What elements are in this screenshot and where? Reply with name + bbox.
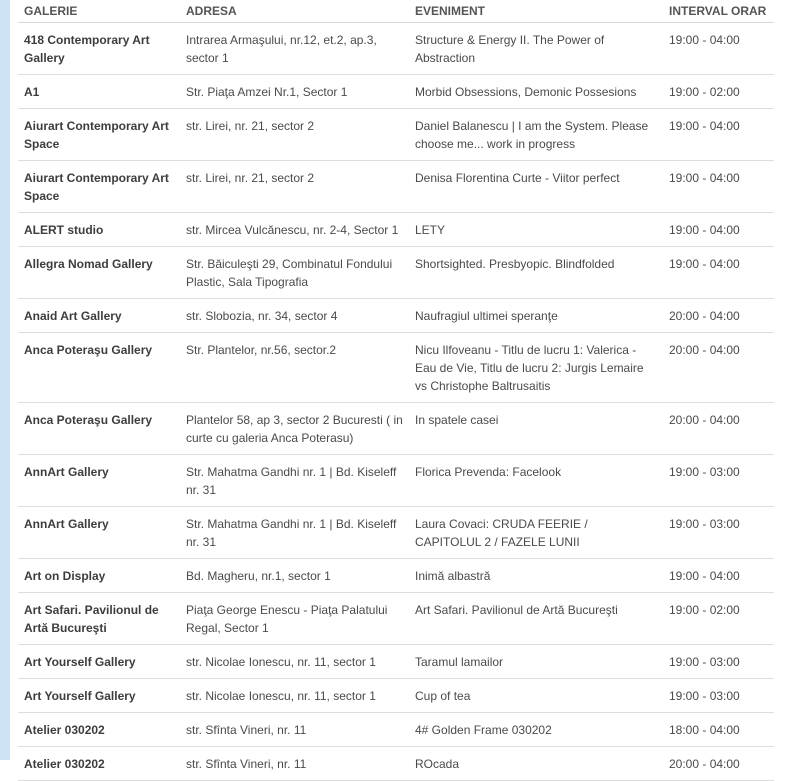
address-cell: Piaţa George Enescu - Piaţa Palatului Regal, Sector 1 <box>180 593 409 645</box>
table-header <box>18 0 774 23</box>
address-cell: Str. Mahatma Gandhi nr. 1 | Bd. Kiseleff nr. 31 <box>180 455 409 507</box>
table-row <box>18 403 774 455</box>
time-interval-cell: 19:00 - 04:00 <box>663 109 774 161</box>
column-header-interval[interactable]: INTERVAL ORAR <box>663 0 774 23</box>
table-row <box>18 455 774 507</box>
event-cell: 4# Golden Frame 030202 <box>409 713 663 747</box>
table-row <box>18 559 774 593</box>
gallery-cell: Anca Poteraşu Gallery <box>18 333 180 403</box>
event-cell: ROcada <box>409 747 663 781</box>
gallery-cell: AnnArt Gallery <box>18 507 180 559</box>
gallery-cell: Aiurart Contemporary Art Space <box>18 161 180 213</box>
events-table-container <box>18 0 774 781</box>
gallery-cell: A1 <box>18 75 180 109</box>
time-interval-cell: 18:00 - 04:00 <box>663 713 774 747</box>
time-interval-cell: 19:00 - 04:00 <box>663 559 774 593</box>
event-cell: In spatele casei <box>409 403 663 455</box>
time-interval-cell: 19:00 - 03:00 <box>663 645 774 679</box>
event-cell: Cup of tea <box>409 679 663 713</box>
address-cell: str. Nicolae Ionescu, nr. 11, sector 1 <box>180 679 409 713</box>
column-header-galerie[interactable]: GALERIE <box>18 0 180 23</box>
event-cell: Shortsighted. Presbyopic. Blindfolded <box>409 247 663 299</box>
event-cell: Morbid Obsessions, Demonic Possesions <box>409 75 663 109</box>
address-cell: Str. Plantelor, nr.56, sector.2 <box>180 333 409 403</box>
time-interval-cell: 19:00 - 04:00 <box>663 23 774 75</box>
address-cell: str. Sfînta Vineri, nr. 11 <box>180 713 409 747</box>
time-interval-cell: 20:00 - 04:00 <box>663 747 774 781</box>
time-interval-cell: 19:00 - 04:00 <box>663 247 774 299</box>
gallery-cell: Anca Poteraşu Gallery <box>18 403 180 455</box>
address-cell: str. Slobozia, nr. 34, sector 4 <box>180 299 409 333</box>
table-row <box>18 507 774 559</box>
time-interval-cell: 19:00 - 02:00 <box>663 75 774 109</box>
time-interval-cell: 19:00 - 03:00 <box>663 679 774 713</box>
gallery-cell: Art Safari. Pavilionul de Artă Bucureşti <box>18 593 180 645</box>
address-cell: str. Lirei, nr. 21, sector 2 <box>180 161 409 213</box>
column-header-eveniment[interactable]: EVENIMENT <box>409 0 663 23</box>
address-cell: Plantelor 58, ap 3, sector 2 Bucuresti ( in curte cu galeria Anca Poterasu) <box>180 403 409 455</box>
event-cell: Nicu Ilfoveanu - Titlu de lucru 1: Valerica - Eau de Vie, Titlu de lucru 2: Jurgis Lemaire vs Christophe Baltrusaitis <box>409 333 663 403</box>
time-interval-cell: 19:00 - 04:00 <box>663 213 774 247</box>
gallery-cell: Art Yourself Gallery <box>18 679 180 713</box>
gallery-cell: Atelier 030202 <box>18 713 180 747</box>
address-cell: Str. Băiculeşti 29, Combinatul Fondului Plastic, Sala Tipografia <box>180 247 409 299</box>
time-interval-cell: 19:00 - 02:00 <box>663 593 774 645</box>
column-header-adresa[interactable]: ADRESA <box>180 0 409 23</box>
time-interval-cell: 19:00 - 03:00 <box>663 507 774 559</box>
time-interval-cell: 20:00 - 04:00 <box>663 333 774 403</box>
table-row <box>18 213 774 247</box>
event-cell: Art Safari. Pavilionul de Artă Bucureşti <box>409 593 663 645</box>
header-row <box>18 0 774 23</box>
event-cell: Florica Prevenda: Facelook <box>409 455 663 507</box>
address-cell: str. Sfînta Vineri, nr. 11 <box>180 747 409 781</box>
time-interval-cell: 19:00 - 03:00 <box>663 455 774 507</box>
left-accent-bar <box>0 0 10 760</box>
table-row <box>18 299 774 333</box>
events-table <box>18 0 774 781</box>
gallery-cell: Allegra Nomad Gallery <box>18 247 180 299</box>
address-cell: str. Lirei, nr. 21, sector 2 <box>180 109 409 161</box>
address-cell: Str. Mahatma Gandhi nr. 1 | Bd. Kiseleff nr. 31 <box>180 507 409 559</box>
table-row <box>18 645 774 679</box>
gallery-cell: Art Yourself Gallery <box>18 645 180 679</box>
gallery-cell: Atelier 030202 <box>18 747 180 781</box>
gallery-cell: ALERT studio <box>18 213 180 247</box>
table-row <box>18 23 774 75</box>
gallery-cell: Aiurart Contemporary Art Space <box>18 109 180 161</box>
table-body <box>18 23 774 781</box>
table-row <box>18 593 774 645</box>
table-row <box>18 75 774 109</box>
table-row <box>18 109 774 161</box>
address-cell: Str. Piaţa Amzei Nr.1, Sector 1 <box>180 75 409 109</box>
table-row <box>18 333 774 403</box>
time-interval-cell: 20:00 - 04:00 <box>663 299 774 333</box>
table-row <box>18 247 774 299</box>
event-cell: Denisa Florentina Curte - Viitor perfect <box>409 161 663 213</box>
address-cell: str. Mircea Vulcănescu, nr. 2-4, Sector 1 <box>180 213 409 247</box>
event-cell: Structure & Energy II. The Power of Abstraction <box>409 23 663 75</box>
event-cell: Inimă albastră <box>409 559 663 593</box>
gallery-cell: Anaid Art Gallery <box>18 299 180 333</box>
event-cell: Laura Covaci: CRUDA FEERIE / CAPITOLUL 2 / FAZELE LUNII <box>409 507 663 559</box>
event-cell: Daniel Balanescu | I am the System. Please choose me... work in progress <box>409 109 663 161</box>
gallery-cell: AnnArt Gallery <box>18 455 180 507</box>
table-row <box>18 679 774 713</box>
table-row <box>18 161 774 213</box>
table-row <box>18 747 774 781</box>
table-row <box>18 713 774 747</box>
event-cell: Naufragiul ultimei speranţe <box>409 299 663 333</box>
gallery-cell: Art on Display <box>18 559 180 593</box>
event-cell: LETY <box>409 213 663 247</box>
time-interval-cell: 19:00 - 04:00 <box>663 161 774 213</box>
address-cell: Bd. Magheru, nr.1, sector 1 <box>180 559 409 593</box>
address-cell: Intrarea Armaşului, nr.12, et.2, ap.3, sector 1 <box>180 23 409 75</box>
time-interval-cell: 20:00 - 04:00 <box>663 403 774 455</box>
address-cell: str. Nicolae Ionescu, nr. 11, sector 1 <box>180 645 409 679</box>
gallery-cell: 418 Contemporary Art Gallery <box>18 23 180 75</box>
event-cell: Taramul lamailor <box>409 645 663 679</box>
